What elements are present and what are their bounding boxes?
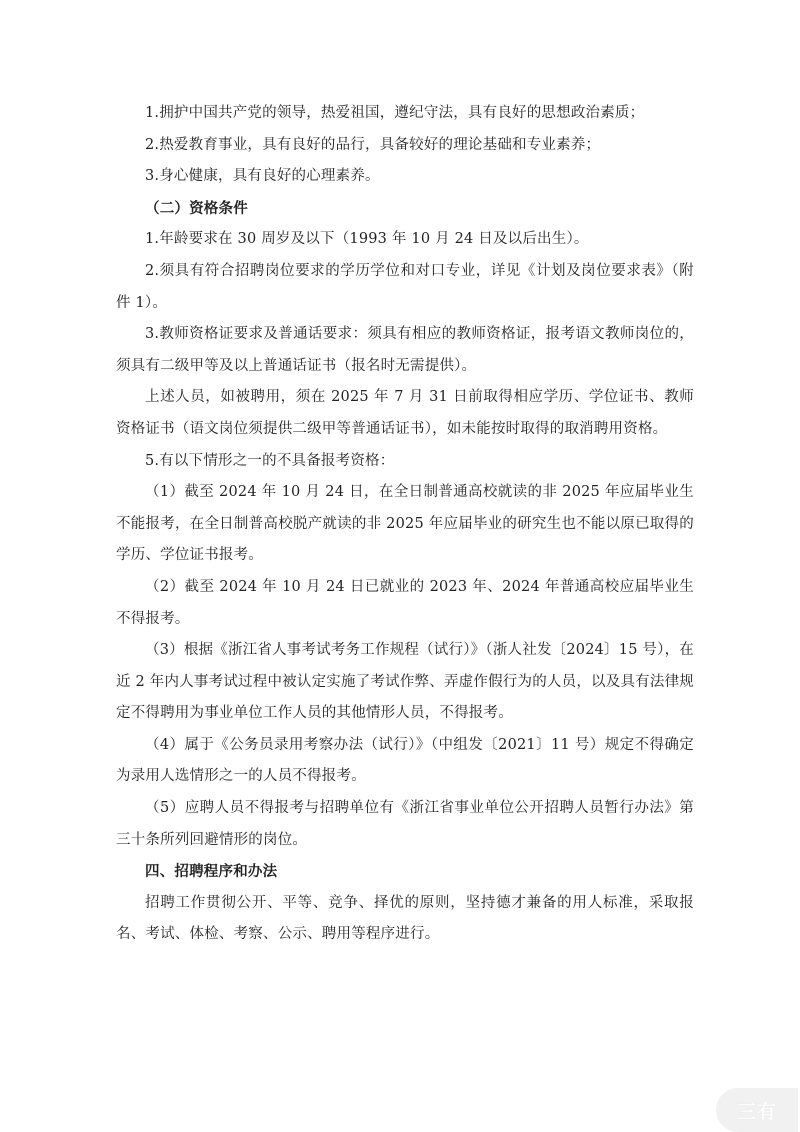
paragraph: 1.拥护中国共产党的领导，热爱祖国，遵纪守法，具有良好的思想政治素质； — [145, 105, 645, 121]
paragraph: （5）应聘人员不得报考与招聘单位有《浙江省事业单位公开招聘人员暂行办法》第三十条所列回避情形的岗位。 — [116, 800, 694, 848]
paragraph: （2）截至 2024 年 10 月 24 日已就业的 2023 年、2024 年普通高校应届毕业生不得报考。 — [116, 578, 694, 627]
watermark-logo — [716, 1088, 798, 1132]
paragraph: （3）根据《浙江省人事考试考务工作规程（试行）》（浙人社发〔2024〕15 号），在近 2 年内人事考试过程中被认定实施了考试作弊、弄虚作假行为的人员，以及具有法律规定不得聘用为事业单位工作人员的其他情形人员，不得报考。 — [116, 642, 694, 722]
paragraph: 3.教师资格证要求及普通话要求：须具有相应的教师资格证，报考语文教师岗位的，须具有二级甲等及以上普通话证书（报名时无需提供）。 — [116, 326, 694, 374]
paragraph: 2.须具有符合招聘岗位要求的学历学位和对口专业，详见《计划及岗位要求表》（附件 1）。 — [116, 262, 694, 311]
document-body — [116, 98, 694, 951]
section-heading: 四、招聘程序和办法 — [145, 863, 278, 881]
paragraph: 1.年龄要求在 30 周岁及以下（1993 年 10 月 24 日及以后出生）。 — [145, 231, 589, 248]
paragraph: 3.身心健康，具有良好的心理素养。 — [145, 168, 380, 185]
paragraph: 招聘工作贯彻公开、平等、竞争、择优的原则，坚持德才兼备的用人标准，采取报名、考试、体检、考察、公示、聘用等程序进行。 — [116, 894, 694, 943]
paragraph: （1）截至 2024 年 10 月 24 日，在全日制普通高校就读的非 2025 年应届毕业生不能报考，在全日制普高校脱产就读的非 2025 年应届毕业的研究生也不能以原已取得的学历、学位证书报考。 — [116, 484, 694, 564]
paragraph: （4）属于《公务员录用考察办法（试行）》（中组发〔2021〕11 号）规定不得确定为录用人选情形之一的人员不得报考。 — [116, 736, 694, 785]
watermark-logo-text: 三有 — [736, 1100, 777, 1123]
paragraph: 5.有以下情形之一的不具备报考资格： — [145, 452, 395, 469]
paragraph: 2.热爱教育事业，具有良好的品行，具备较好的理论基础和专业素养； — [145, 136, 601, 153]
paragraph: 上述人员，如被聘用，须在 2025 年 7 月 31 日前取得相应学历、学位证书、教师资格证书（语文岗位须提供二级甲等普通话证书），如未能按时取得的取消聘用资格。 — [116, 389, 694, 437]
section-subheading: （二）资格条件 — [145, 199, 248, 217]
